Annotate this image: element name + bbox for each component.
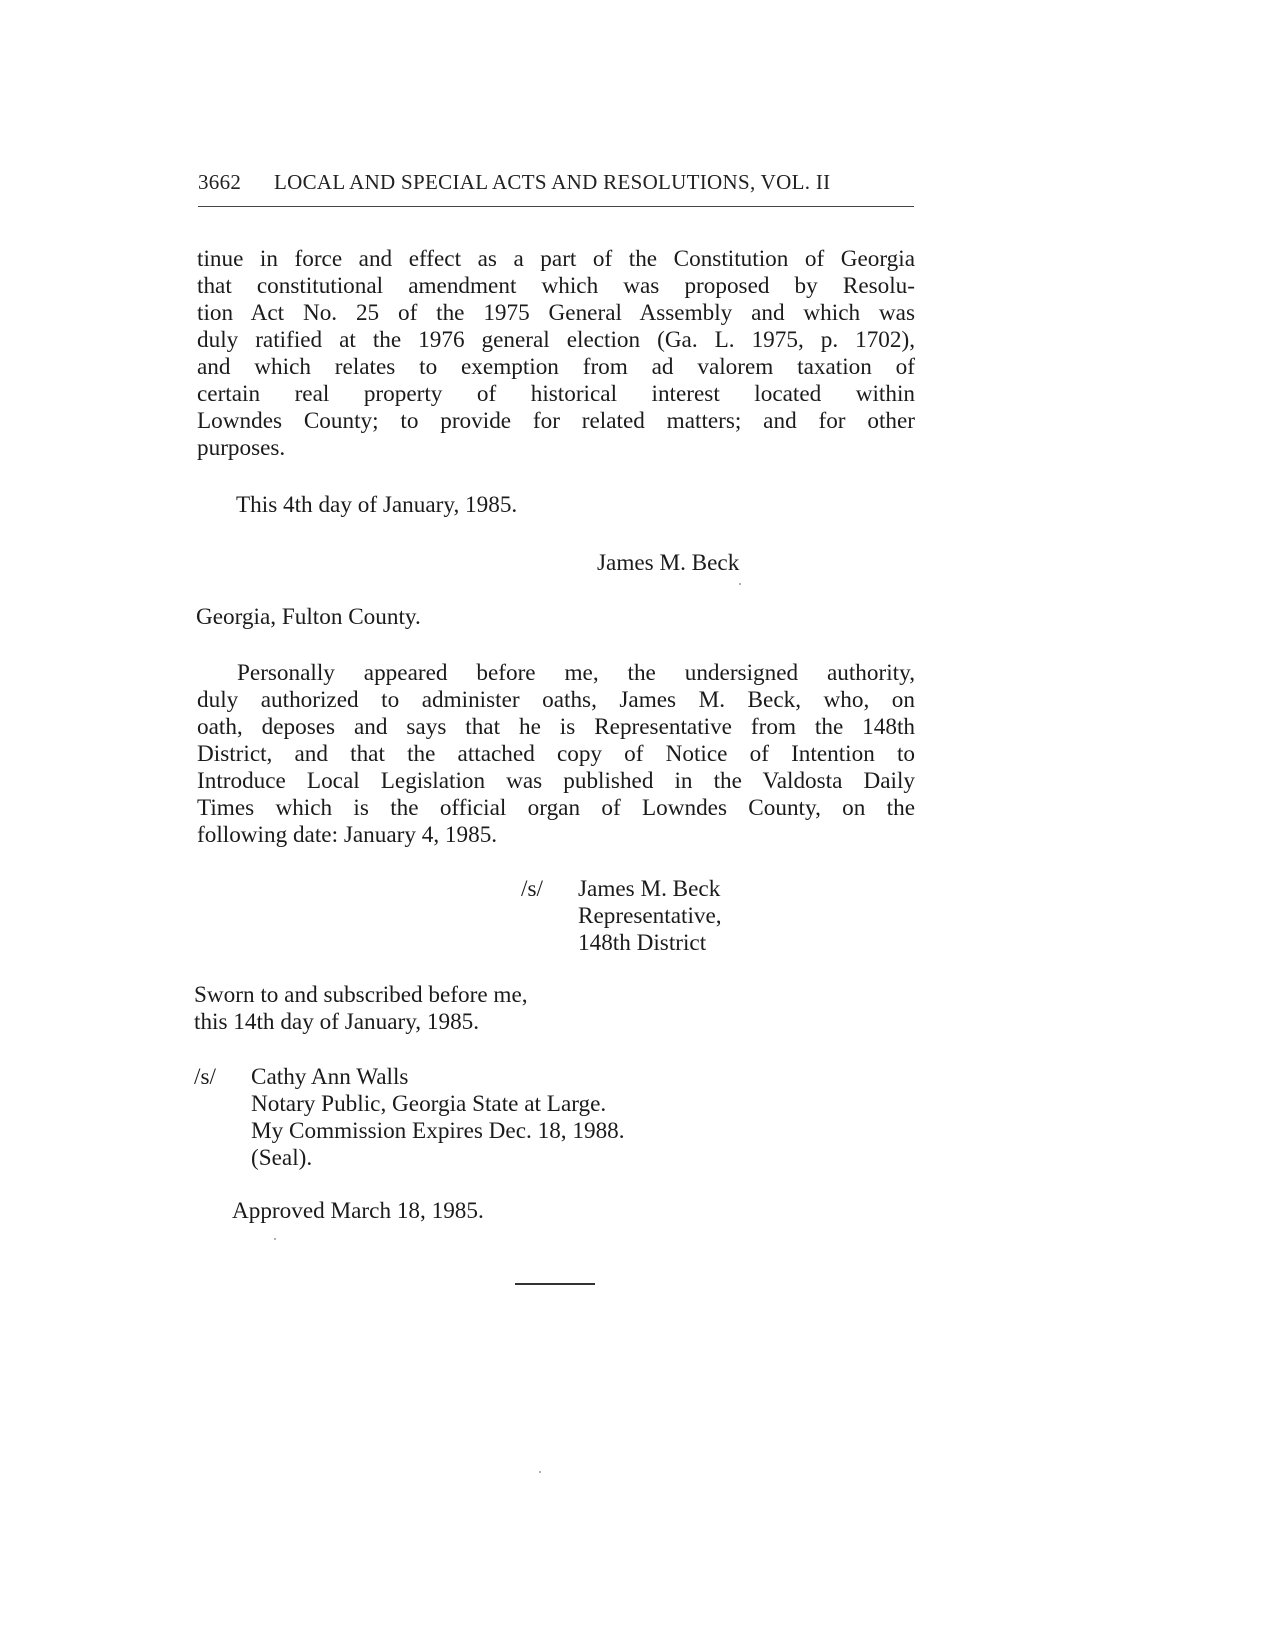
page-number: 3662 bbox=[198, 170, 242, 194]
dated-line: This 4th day of January, 1985. bbox=[236, 492, 518, 518]
jurat-line: Sworn to and subscribed before me, bbox=[194, 982, 528, 1008]
notary-name: Cathy Ann Walls bbox=[251, 1064, 409, 1090]
notary-title: Notary Public, Georgia State at Large. bbox=[251, 1091, 607, 1117]
paragraph-line: certain real property of historical interest located within bbox=[197, 381, 915, 407]
affiant-name: James M. Beck bbox=[578, 876, 721, 902]
scan-speck bbox=[539, 1471, 541, 1473]
approval-line: Approved March 18, 1985. bbox=[232, 1198, 484, 1224]
continuation-paragraph bbox=[197, 246, 915, 462]
signature-mark: /s/ bbox=[194, 1064, 216, 1090]
paragraph-line: following date: January 4, 1985. bbox=[197, 822, 498, 848]
paragraph-line: tinue in force and effect as a part of the Constitution of Georgia bbox=[197, 246, 915, 272]
scan-speck bbox=[274, 1238, 276, 1240]
affiant-signature-lines bbox=[578, 876, 722, 957]
paragraph-line: oath, deposes and says that he is Representative from the 148th bbox=[197, 714, 915, 740]
affidavit-paragraph bbox=[197, 660, 915, 849]
paragraph-line: Personally appeared before me, the undersigned authority, bbox=[237, 660, 915, 686]
paragraph-line: duly authorized to administer oaths, James M. Beck, who, on bbox=[197, 687, 915, 713]
scan-speck bbox=[739, 583, 741, 585]
section-end-rule bbox=[515, 1283, 595, 1285]
paragraph-line: Introduce Local Legislation was published in the Valdosta Daily bbox=[197, 768, 915, 794]
affiant-title: Representative, bbox=[578, 903, 722, 929]
jurat-lines bbox=[194, 982, 528, 1036]
notary-seal: (Seal). bbox=[251, 1145, 313, 1171]
venue-line: Georgia, Fulton County. bbox=[196, 604, 421, 630]
notice-signature: James M. Beck bbox=[597, 550, 740, 576]
affiant-signature-block bbox=[521, 876, 781, 957]
paragraph-line: that constitutional amendment which was proposed by Resolu- bbox=[197, 273, 915, 299]
paragraph-line: and which relates to exemption from ad valorem taxation of bbox=[197, 354, 915, 380]
paragraph-line: tion Act No. 25 of the 1975 General Assembly and which was bbox=[197, 300, 915, 326]
header-rule bbox=[198, 206, 914, 207]
paragraph-line: Lowndes County; to provide for related matters; and for other bbox=[197, 408, 915, 434]
paragraph-line: purposes. bbox=[197, 435, 286, 461]
jurat bbox=[194, 982, 614, 1036]
affiant-district: 148th District bbox=[578, 930, 707, 956]
paragraph-line: duly ratified at the 1976 general election (Ga. L. 1975, p. 1702), bbox=[197, 327, 915, 353]
jurat-line: this 14th day of January, 1985. bbox=[194, 1009, 480, 1035]
signature-mark: /s/ bbox=[521, 876, 543, 902]
running-header bbox=[198, 170, 914, 196]
paragraph-line: Times which is the official organ of Lowndes County, on the bbox=[197, 795, 915, 821]
running-title: LOCAL AND SPECIAL ACTS AND RESOLUTIONS, VOL. II bbox=[274, 170, 831, 194]
paragraph-line: District, and that the attached copy of Notice of Intention to bbox=[197, 741, 915, 767]
notary-commission: My Commission Expires Dec. 18, 1988. bbox=[251, 1118, 625, 1144]
notary-signature-lines bbox=[251, 1064, 625, 1172]
notary-signature-block bbox=[194, 1064, 714, 1172]
